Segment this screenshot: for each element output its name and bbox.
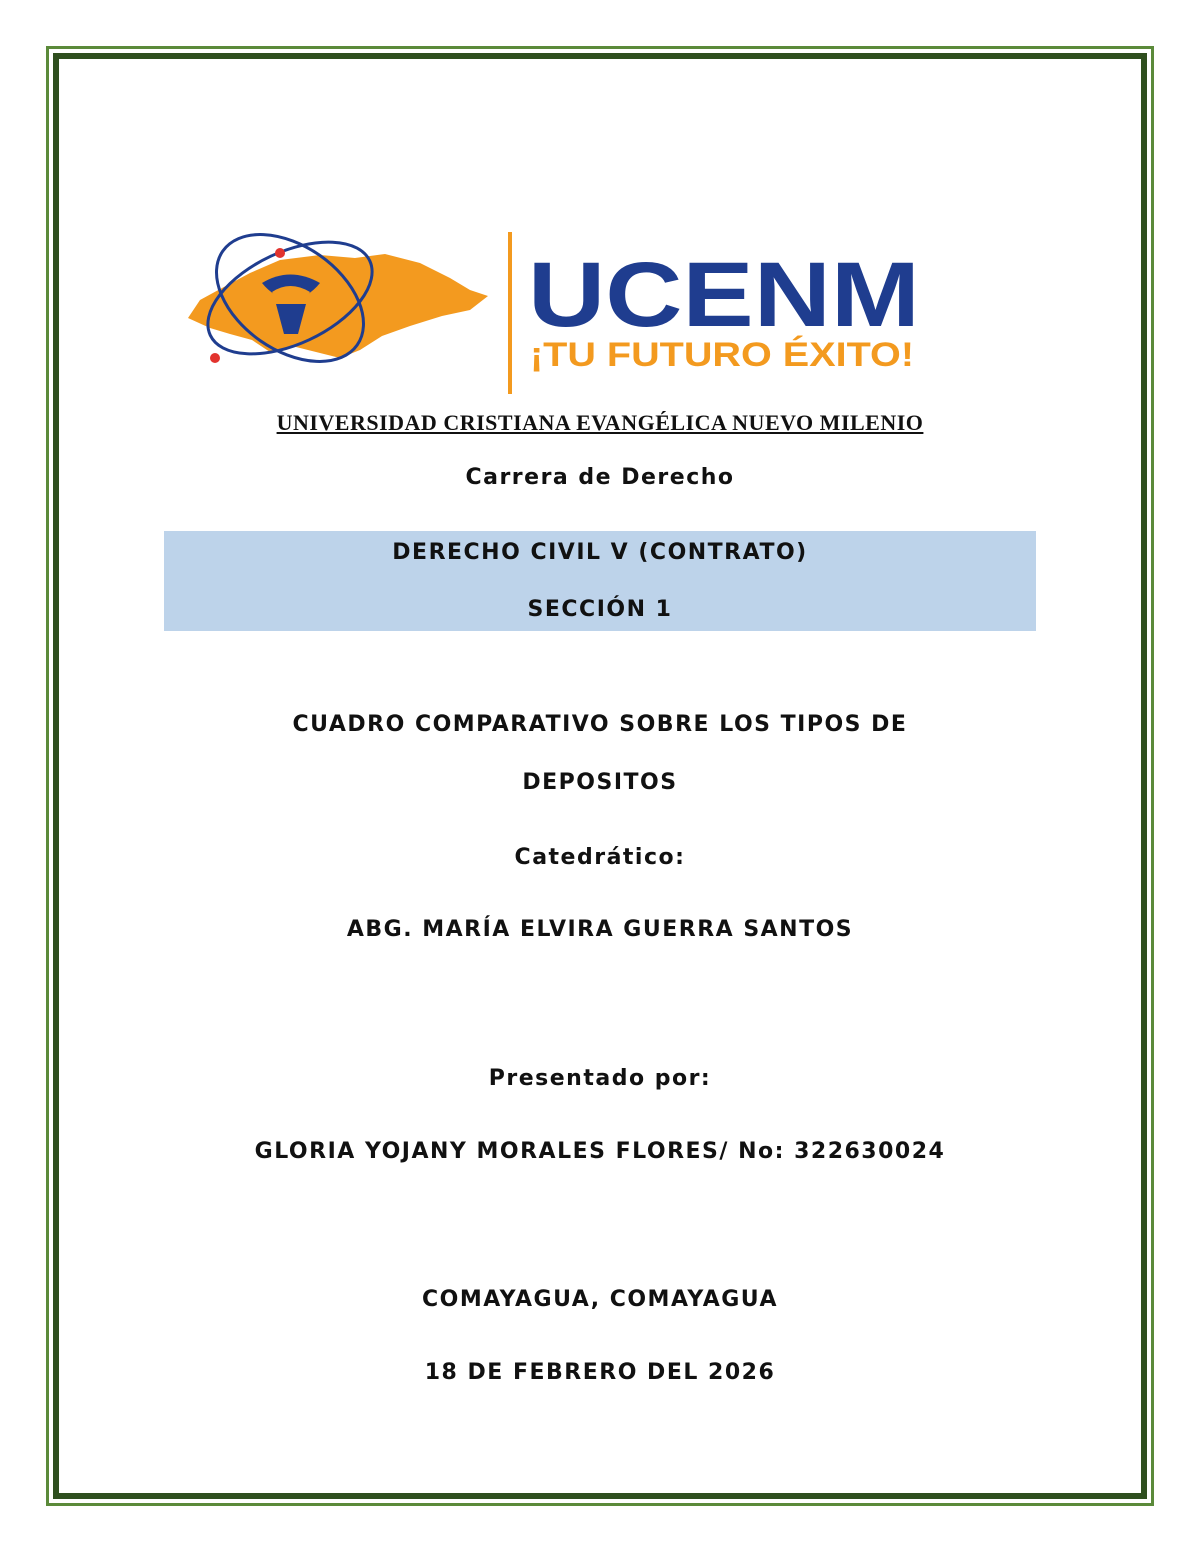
logo-slogan-text: ¡TU FUTURO ÉXITO! [530,336,914,374]
orbit-dot-1 [275,248,285,258]
presenter-label: Presentado por: [488,1066,712,1091]
logo-divider [508,232,512,394]
university-name: UNIVERSIDAD CRISTIANA EVANGÉLICA NUEVO MILENIO [276,410,924,435]
logo-brand-text: UCENM [528,244,920,346]
professor-name: ABG. MARÍA ELVIRA GUERRA SANTOS [346,917,854,942]
presenter-name: GLORIA YOJANY MORALES FLORES/ No: 322630024 [254,1139,946,1164]
work-title-line-1: CUADRO COMPARATIVO SOBRE LOS TIPOS DE [292,712,908,737]
location: COMAYAGUA, COMAYAGUA [422,1287,778,1312]
work-title-line-2: DEPOSITOS [522,770,678,795]
professor-label: Catedrático: [514,845,686,870]
date: 18 DE FEBRERO DEL 2026 [424,1360,776,1385]
career-name: Carrera de Derecho [465,465,735,490]
ucenm-logo [170,228,930,398]
course-name: DERECHO CIVIL V (CONTRATO) [392,540,808,565]
orbit-dot-2 [210,353,220,363]
course-section: SECCIÓN 1 [527,597,673,622]
